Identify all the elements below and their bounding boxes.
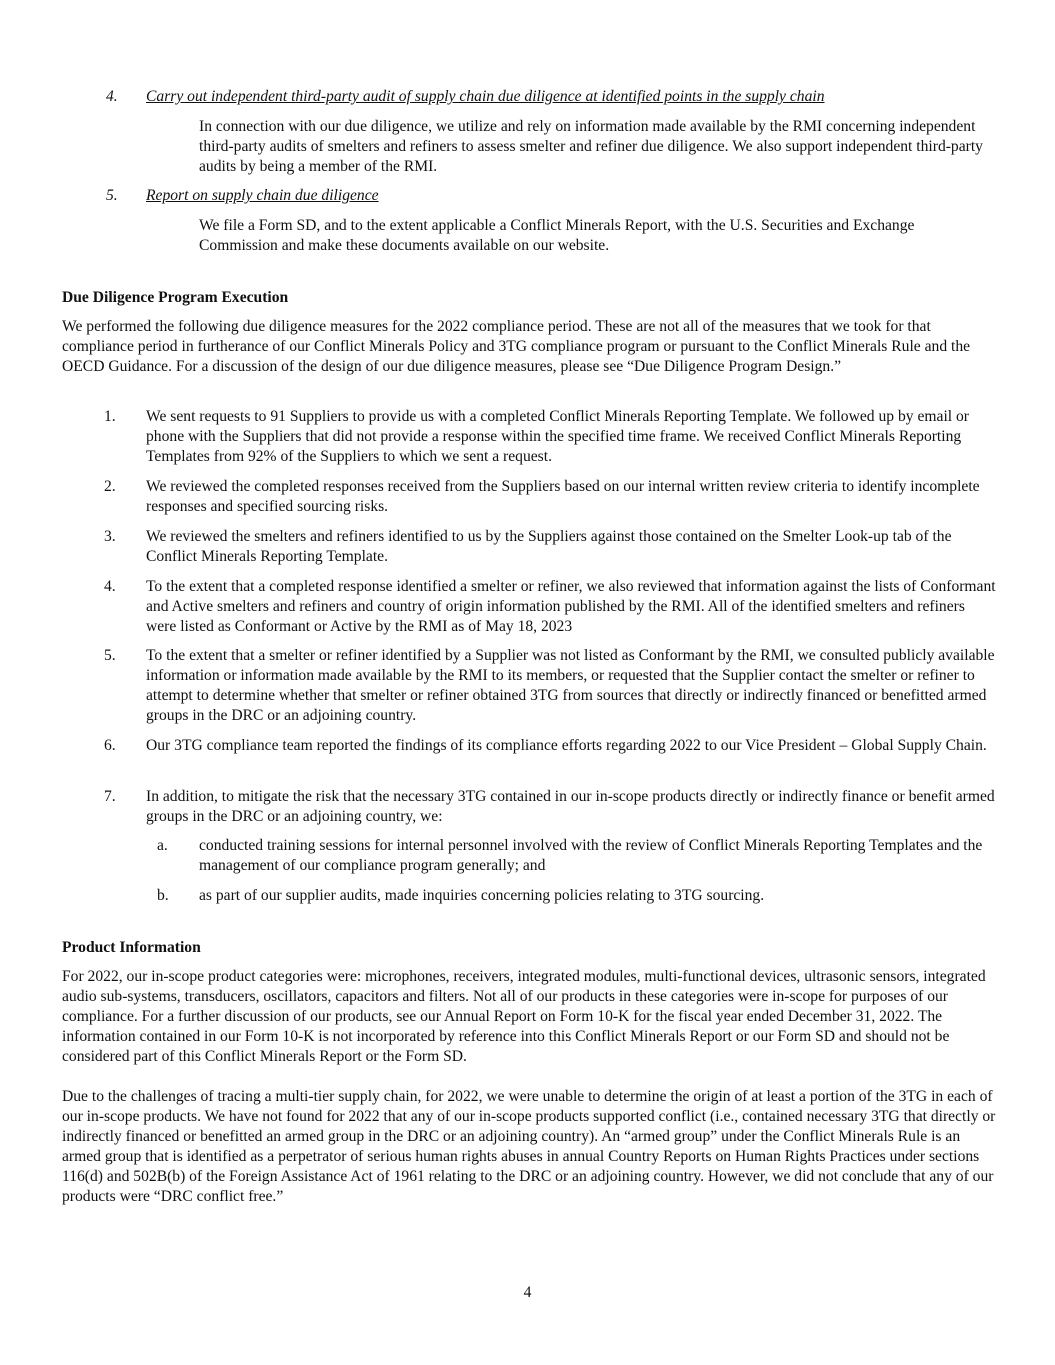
- product-paragraph-1: For 2022, our in-scope product categories were: microphones, receivers, integrated modules, multi-functional devices, ultrasonic sensors, integrated audio sub-systems, transducers, oscillators, capacitors and filters. Not all of our products in these categories were in-scope for purposes of our compliance. For a further discussion of our products, see our Annual Report on Form 10-K for the fiscal year ended December 31, 2022. The information contained in our Form 10-K is not incorporated by reference into this Conflict Minerals Report or our Form SD and should not be considered part of this Conflict Minerals Report or the Form SD.: [62, 968, 986, 1065]
- list-item-text: We reviewed the completed responses received from the Suppliers based on our internal written review criteria to identify incomplete responses and specified sourcing risks.: [146, 478, 980, 515]
- list-item-text: To the extent that a smelter or refiner identified by a Supplier was not listed as Conformant by the RMI, we consulted publicly available information or information made available by the RMI to its members, or requested that the Supplier contact the smelter or refiner to attempt to determine whether that smelter or refiner obtained 3TG from sources that directly or indirectly financed or benefitted armed groups in the DRC or an adjoining country.: [146, 647, 995, 724]
- sub-list-item-text: conducted training sessions for internal personnel involved with the review of Conflict Minerals Reporting Templates and the management of our compliance program generally; and: [199, 837, 983, 874]
- list-item-text: We sent requests to 91 Suppliers to provide us with a completed Conflict Minerals Reporting Template. We followed up by email or phone with the Suppliers that did not provide a response within the specified time frame. We received Conflict Minerals Reporting Templates from 92% of the Suppliers to which we sent a request.: [146, 408, 969, 465]
- step-paragraph: We file a Form SD, and to the extent applicable a Conflict Minerals Report, with the U.S. Securities and Exchange Commission and make these documents available on our website.: [199, 217, 915, 254]
- step-heading: Report on supply chain due diligence: [146, 187, 379, 204]
- sub-list-marker: b.: [157, 887, 169, 904]
- list-item-text: To the extent that a completed response identified a smelter or refiner, we also reviewed that information against the lists of Conformant and Active smelters and refiners and country of origin information published by the RMI. All of the identified smelters and refiners were listed as Conformant or Active by the RMI as of May 18, 2023: [146, 578, 996, 635]
- list-item-text: In addition, to mitigate the risk that the necessary 3TG contained in our in-scope products directly or indirectly finance or benefit armed groups in the DRC or an adjoining country, we:: [146, 788, 995, 825]
- sub-list-marker: a.: [157, 837, 168, 854]
- list-marker: 2.: [104, 478, 116, 495]
- product-paragraph-2: Due to the challenges of tracing a multi-tier supply chain, for 2022, we were unable to determine the origin of at least a portion of the 3TG in each of our in-scope products. We have not found for 2022 that any of our in-scope products supported conflict (i.e., contained necessary 3TG that directly or indirectly financed or benefitted an armed group in the DRC or an adjoining country). An “armed group” under the Conflict Minerals Rule is an armed group that is identified as a perpetrator of serious human rights abuses in annual Country Reports on Human Rights Practices under sections 116(d) and 502B(b) of the Foreign Assistance Act of 1961 relating to the DRC or an adjoining country. However, we did not conclude that any of our products were “DRC conflict free.”: [62, 1088, 996, 1205]
- section-heading-product: Product Information: [62, 939, 201, 956]
- step-number: 5.: [106, 187, 118, 204]
- section-heading-execution: Due Diligence Program Execution: [62, 289, 289, 306]
- list-marker: 5.: [104, 647, 116, 664]
- step-heading: Carry out independent third-party audit of supply chain due diligence at identified points in the supply chain: [146, 88, 825, 105]
- step-number: 4.: [106, 88, 118, 105]
- list-item-text: We reviewed the smelters and refiners identified to us by the Suppliers against those contained on the Smelter Look-up tab of the Conflict Minerals Reporting Template.: [146, 528, 952, 565]
- list-marker: 3.: [104, 528, 116, 545]
- sub-list-item-text: as part of our supplier audits, made inquiries concerning policies relating to 3TG sourcing.: [199, 887, 765, 904]
- list-marker: 7.: [104, 788, 116, 805]
- list-item-text: Our 3TG compliance team reported the findings of its compliance efforts regarding 2022 to our Vice President – Global Supply Chain.: [146, 737, 987, 754]
- list-marker: 6.: [104, 737, 116, 754]
- execution-intro: We performed the following due diligence measures for the 2022 compliance period. These are not all of the measures that we took for that compliance period in furtherance of our Conflict Minerals Policy and 3TG compliance program or pursuant to the Conflict Minerals Rule and the OECD Guidance. For a discussion of the design of our due diligence measures, please see “Due Diligence Program Design.”: [62, 318, 971, 375]
- list-marker: 1.: [104, 408, 116, 425]
- list-marker: 4.: [104, 578, 116, 595]
- step-paragraph: In connection with our due diligence, we utilize and rely on information made available by the RMI concerning independent third-party audits of smelters and refiners to assess smelter and refiner due diligence. We also support independent third-party audits by being a member of the RMI.: [199, 118, 983, 175]
- page-number: 4: [523, 1284, 532, 1301]
